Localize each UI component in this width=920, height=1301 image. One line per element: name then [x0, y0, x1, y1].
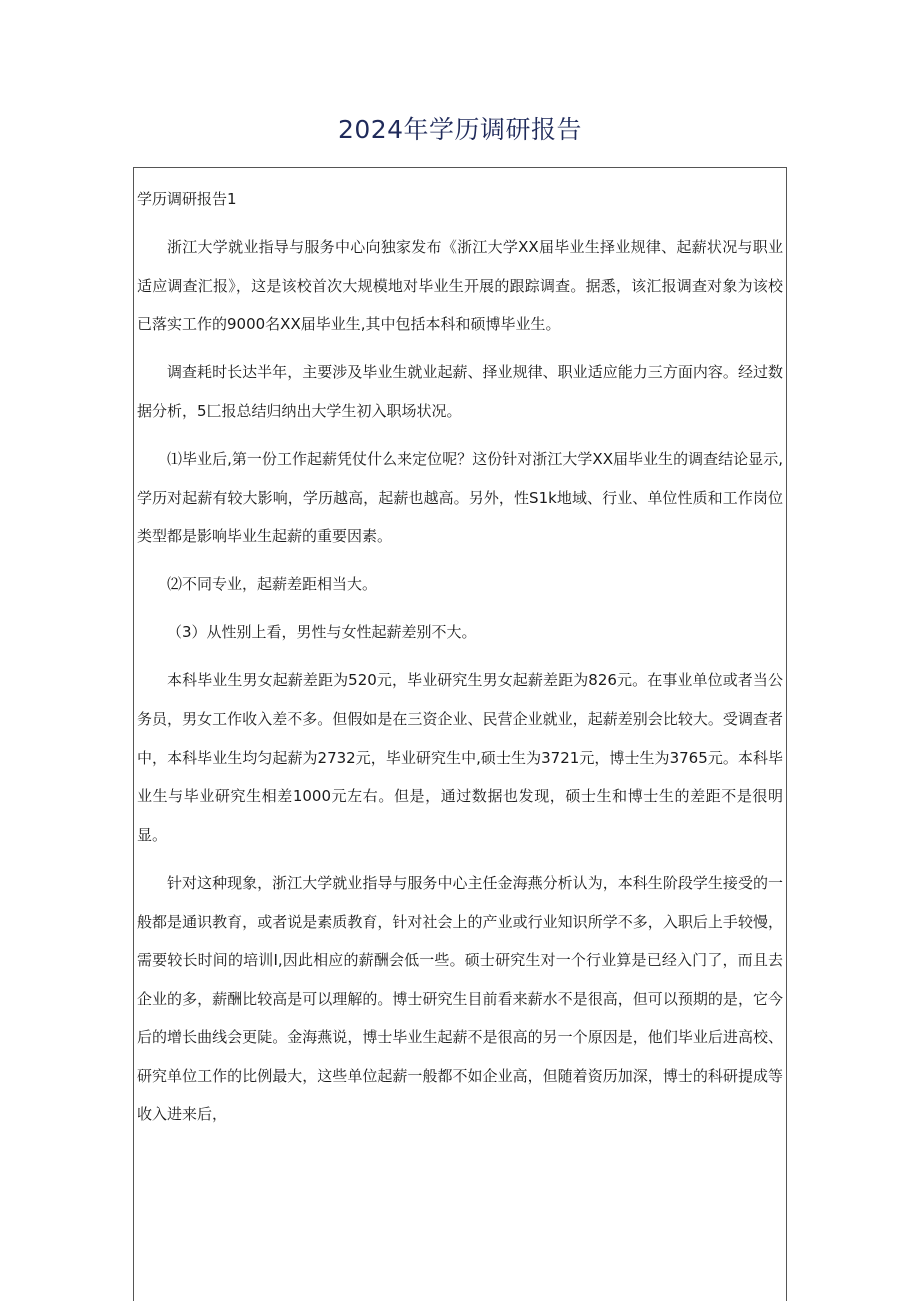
paragraph-finding-2: ⑵不同专业，起薪差距相当大。 [167, 575, 378, 594]
paragraph-finding-3: （3）从性别上看，男性与女性起薪差别不大。 [167, 623, 477, 642]
paragraph-finding-1: ⑴毕业后,第一份工作起薪凭仗什么来定位呢？这份针对浙江大学XX届毕业生的调查结论显示,学历对起薪有较大影响，学历越高，起薪也越高。另外，性S1k地域、行业、单位性质和工作岗位类型都是影响毕业生起薪的重要因素。 [137, 449, 783, 546]
paragraph-analysis: 针对这种现象，浙江大学就业指导与服务中心主任金海燕分析认为，本科生阶段学生接受的一般都是通识教育，或者说是素质教育，针对社会上的产业或行业知识所学不多，入职后上手较慢，需要较长时间的培训I,因此相应的薪酬会低一些。硕士研究生对一个行业算是已经入门了，而且去企业的多，薪酬比较高是可以理解的。博士研究生目前看来薪水不是很高，但可以预期的是，它今后的增长曲线会更陡。金海燕说，博士毕业生起薪不是很高的另一个原因是，他们毕业后进高校、研究单位工作的比例最大，这些单位起薪一般都不如企业高，但随着资历加深，博士的科研提成等收入进来后， [137, 873, 783, 1124]
section-heading: 学历调研报告1 [137, 190, 237, 208]
document-title: 2024年学历调研报告 [337, 115, 583, 144]
document-body [137, 181, 783, 1144]
paragraph-intro: 浙江大学就业指导与服务中心向独家发布《浙江大学XX届毕业生择业规律、起薪状况与职业适应调查汇报》，这是该校首次大规模地对毕业生开展的跟踪调查。据悉，该汇报调查对象为该校已落实工作的9000名XX届毕业生,其中包括本科和硕博毕业生。 [137, 238, 783, 334]
paragraph-salary-gap: 本科毕业生男女起薪差距为520元，毕业研究生男女起薪差距为826元。在事业单位或者当公务员，男女工作收入差不多。但假如是在三资企业、民营企业就业，起薪差别会比较大。受调查者中，本科毕业生均匀起薪为2732元，毕业研究生中,硕士生为3721元，博士生为3765元。本科毕业生与毕业研究生相差1000元左右。但是，通过数据也发现，硕士生和博士生的差距不是很明显。 [137, 671, 783, 844]
paragraph-survey-scope: 调查耗时长达半年，主要涉及毕业生就业起薪、择业规律、职业适应能力三方面内容。经过数据分析，5匚报总结归纳出大学生初入职场状况。 [137, 363, 783, 420]
